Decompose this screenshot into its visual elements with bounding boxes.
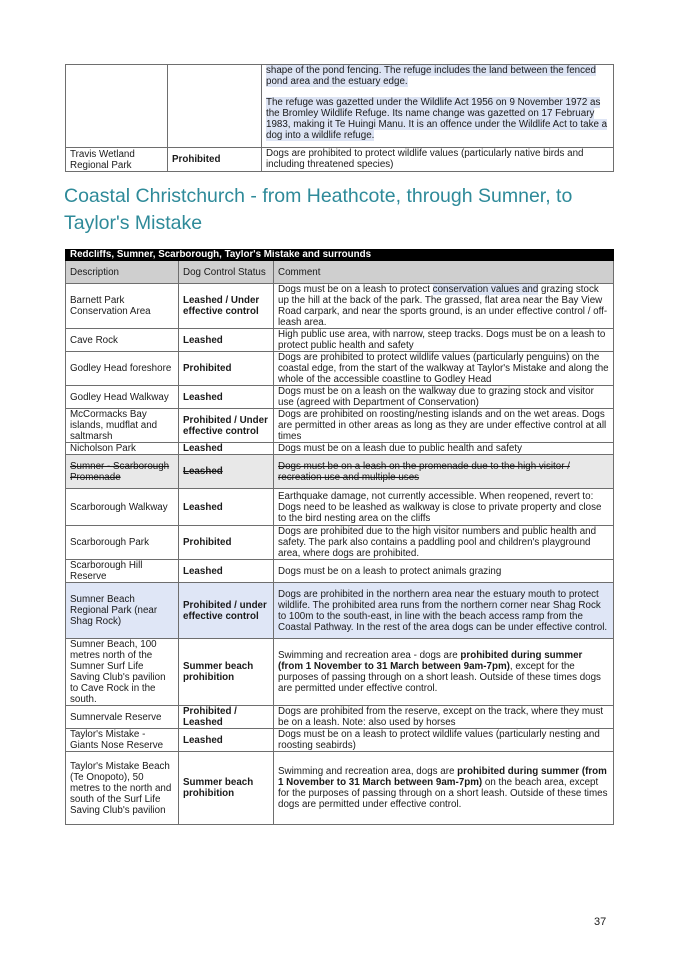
status-cell: Prohibited: [179, 352, 274, 386]
header-comment: Comment: [274, 261, 614, 284]
status-cell: Summer beach prohibition: [179, 752, 274, 825]
page-number: 37: [594, 916, 607, 928]
struck-text: Sumner - Scarborough Promenade: [70, 460, 170, 483]
status-cell: Prohibited: [179, 526, 274, 560]
comment-text: Swimming and recreation area, dogs are: [278, 766, 458, 777]
comment-cell: Dogs must be on a leash on the walkway due to grazing stock and visitor use (agreed with Department of Conservation): [274, 386, 614, 409]
comment-cell: Dogs are prohibited on roosting/nesting islands and on the wet areas. Dogs are permitted in other areas as long as they are under effective control at all times: [274, 409, 614, 443]
comment-text: shape of the pond fencing. The refuge includes the land between the fenced pond area and the estuary edge.: [266, 65, 596, 87]
comment-cell: Dogs must be on a leash to protect wildlife values (particularly nesting and roosting seabirds): [274, 729, 614, 752]
comment-cell: Dogs are prohibited to protect wildlife values (particularly penguins) on the coastal edge, from the start of the walkway at Taylor's Mistake and along the whole of the accessible coastline to Godley Head: [274, 352, 614, 386]
status-cell: Leashed: [179, 443, 274, 455]
comment-cell: [274, 284, 614, 329]
status-cell: Leashed: [179, 489, 274, 526]
description-cell: Scarborough Hill Reserve: [66, 560, 179, 583]
table-row-struck: [66, 455, 614, 489]
table-header-row: [66, 261, 614, 284]
comment-cell: [274, 455, 614, 489]
comment-bold-text: prohibited during summer (from 1 November to 31 March between 9am-7pm): [278, 650, 583, 672]
comment-cell: High public use area, with narrow, steep tracks. Dogs must be on a leash to protect public health and safety: [274, 329, 614, 352]
table-row: [66, 489, 614, 526]
description-cell: Sumner Beach, 100 metres north of the Sumner Surf Life Saving Club's pavilion to Cave Rock in the south.: [66, 639, 179, 706]
table-title: Redcliffs, Sumner, Scarborough, Taylor's Mistake and surrounds: [66, 250, 614, 261]
comment-cell: [274, 639, 614, 706]
table-row-highlighted: [66, 583, 614, 639]
wildlife-refuge-table: [65, 64, 614, 172]
comment-highlight: conservation values and: [432, 284, 539, 295]
header-description: Description: [66, 261, 179, 284]
description-cell: Scarborough Walkway: [66, 489, 179, 526]
table-row: [66, 526, 614, 560]
status-cell: Leashed: [179, 386, 274, 409]
status-cell: Leashed: [179, 560, 274, 583]
status-cell: Prohibited / Under effective control: [179, 409, 274, 443]
description-cell: Scarborough Park: [66, 526, 179, 560]
table-row: [66, 352, 614, 386]
description-cell: Travis Wetland Regional Park: [66, 148, 168, 172]
description-cell: Taylor's Mistake Beach (Te Onopoto), 50 metres to the north and south of the Surf Life Saving Club's pavilion: [66, 752, 179, 825]
comment-text: , except for the purposes of passing through on a short leash. Outside of these times dogs are permitted under effective control.: [278, 661, 601, 694]
comment-cell: Dogs must be on a leash due to public health and safety: [274, 443, 614, 455]
dog-control-table: [65, 249, 614, 825]
header-status: Dog Control Status: [179, 261, 274, 284]
description-cell: [66, 455, 179, 489]
comment-cell: [262, 65, 614, 148]
comment-text: The refuge was gazetted under the Wildlife Act 1956 on 9 November 1972 as the Bromley Wildlife Refuge. Its name change was gazetted on 17 February 1983, making it Te Huingi Manu. It is an offence under the Wildlife Act to take a dog into a wildlife refuge.: [266, 97, 608, 141]
description-cell: Barnett Park Conservation Area: [66, 284, 179, 329]
status-cell: Leashed: [179, 329, 274, 352]
table-row: [66, 65, 614, 148]
table-row: [66, 639, 614, 706]
description-cell: Sumnervale Reserve: [66, 706, 179, 729]
table-row: [66, 329, 614, 352]
description-cell: Taylor's Mistake - Giants Nose Reserve: [66, 729, 179, 752]
comment-cell: Dogs are prohibited in the northern area near the estuary mouth to protect wildlife. The prohibited area runs from the northern corner near Shag Rock to 100m to the south-east, in line with the beach access ramp from the Coastal Pathway. In the rest of the area dogs can be under effective control.: [274, 583, 614, 639]
table-row: [66, 752, 614, 825]
description-cell: McCormacks Bay islands, mudflat and saltmarsh: [66, 409, 179, 443]
comment-cell: [274, 752, 614, 825]
comment-bold-text: prohibited during summer (from 1 November to 31 March between 9am-7pm): [278, 766, 607, 788]
comment-cell: Dogs must be on a leash to protect animals grazing: [274, 560, 614, 583]
table-row: [66, 284, 614, 329]
description-cell: Godley Head foreshore: [66, 352, 179, 386]
table-row: [66, 729, 614, 752]
description-cell: Godley Head Walkway: [66, 386, 179, 409]
description-cell: Cave Rock: [66, 329, 179, 352]
comment-cell: Dogs are prohibited due to the high visitor numbers and public health and safety. The park also contains a paddling pool and children's playground area, where dogs are prohibited.: [274, 526, 614, 560]
comment-cell: Dogs are prohibited to protect wildlife values (particularly native birds and including threatened species): [262, 148, 614, 172]
status-cell: Summer beach prohibition: [179, 639, 274, 706]
struck-text: Leashed: [183, 466, 223, 477]
status-cell: Leashed / Under effective control: [179, 284, 274, 329]
table-row: [66, 706, 614, 729]
status-cell: Leashed: [179, 729, 274, 752]
status-cell: Prohibited / under effective control: [179, 583, 274, 639]
section-heading: Coastal Christchurch - from Heathcote, through Sumner, to Taylor's Mistake: [64, 185, 573, 234]
comment-text: Swimming and recreation area - dogs are: [278, 650, 461, 661]
status-cell: Prohibited: [168, 148, 262, 172]
comment-text: grazing stock up the hill at the back of the park. The grassed, flat area near the Bay View Road carpark, and near the sports ground, is an under effective control / off-leash area.: [278, 284, 608, 328]
comment-text: on the beach area, except for the purposes of passing through on a short leash. Outside of these times dogs are permitted under effective control.: [278, 777, 608, 810]
struck-text: Dogs must be on a leash on the promenade due to the high visitor / recreation use and multiple uses: [278, 460, 570, 483]
status-cell: Prohibited / Leashed: [179, 706, 274, 729]
table-row: [66, 148, 614, 172]
status-cell: [179, 455, 274, 489]
description-cell: Nicholson Park: [66, 443, 179, 455]
status-cell: [168, 65, 262, 148]
comment-cell: Dogs are prohibited from the reserve, except on the track, where they must be on a leash. Note: also used by horses: [274, 706, 614, 729]
comment-text: Dogs must be on a leash to protect: [278, 284, 433, 295]
table-row: [66, 409, 614, 443]
table-title-row: [66, 250, 614, 261]
table-row: [66, 386, 614, 409]
description-cell: Sumner Beach Regional Park (near Shag Rock): [66, 583, 179, 639]
description-cell: [66, 65, 168, 148]
table-row: [66, 560, 614, 583]
table-row: [66, 443, 614, 455]
comment-cell: Earthquake damage, not currently accessible. When reopened, revert to: Dogs need to be leashed as walkway is close to private property and close to the bird nesting area on the cliffs: [274, 489, 614, 526]
